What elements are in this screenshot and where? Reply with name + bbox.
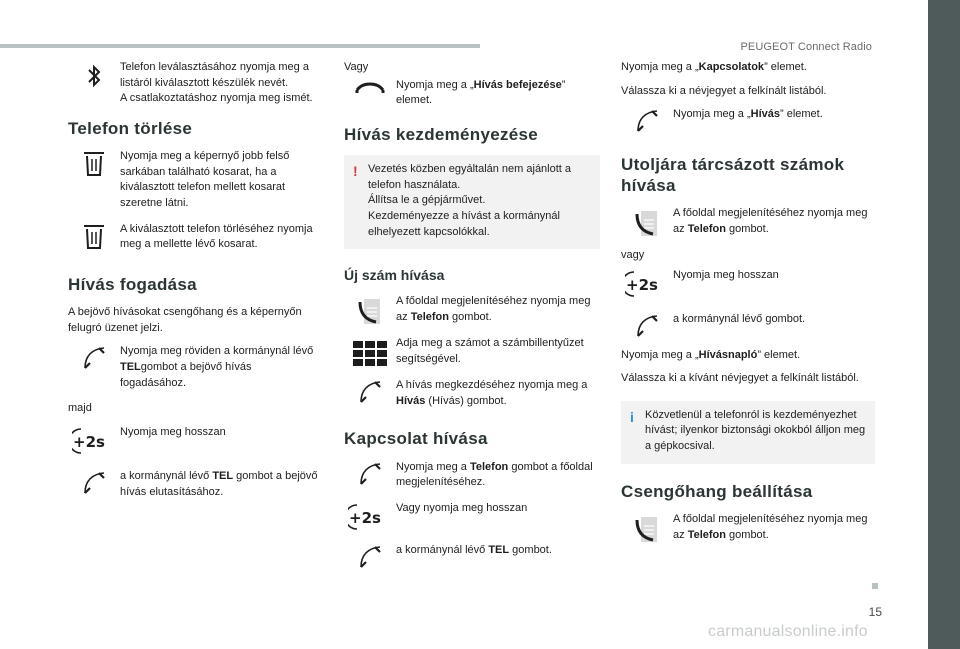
handset-icon xyxy=(344,543,396,569)
receive-intro: A bejövő hívásokat csengőhang és a képernyőn felugró üzenet jelzi. xyxy=(68,306,302,334)
section-title-ringtone: Csengőhang beállítása xyxy=(621,481,813,501)
list-item xyxy=(621,268,875,298)
delete-item-2: A kiválasztott telefon törléséhez nyomja meg a mellette lévő kosarat. xyxy=(120,222,313,251)
list-item: A főoldal megjelenítéséhez nyomja meg az Telefon gombot. xyxy=(621,206,875,238)
column-1 xyxy=(68,60,318,510)
phone-screen-icon xyxy=(621,512,673,544)
wheel-button-text: a kormánynál lévő gombot. xyxy=(673,312,806,325)
list-item xyxy=(68,425,318,455)
list-item: Nyomja meg a „Hívás befejezése” elemet. xyxy=(344,78,600,109)
new-item-2: Adja meg a számot a számbillentyűzet segítségével. xyxy=(396,337,584,365)
then-label: majd xyxy=(68,402,92,415)
handset-icon xyxy=(68,469,120,495)
continue-marker xyxy=(872,583,878,589)
phone-screen-icon xyxy=(621,206,673,238)
section-title-new-number: Új szám hívása xyxy=(344,267,445,284)
list-item: a kormánynál lévő TEL gombot a bejövő hívás elutasításához. xyxy=(68,469,318,500)
svg-text:+2s: +2s xyxy=(73,432,105,451)
svg-text:+2s: +2s xyxy=(349,508,381,527)
hold-2s-icon xyxy=(344,501,396,531)
hold-2s-icon xyxy=(621,268,673,298)
hold-2s-icon xyxy=(68,425,120,455)
select-contact: Válassza ki a névjegyet a felkínált listából. xyxy=(621,84,827,97)
page-number: 15 xyxy=(868,605,882,619)
section-title-contact: Kapcsolat hívása xyxy=(344,429,488,449)
list-item: Nyomja meg a „Hívás” elemet. xyxy=(621,107,875,133)
hold-text: Nyomja meg hosszan xyxy=(120,425,226,438)
list-item xyxy=(344,336,600,368)
list-item: Nyomja meg a Telefon gombot a főoldal megjelenítéséhez. xyxy=(344,460,600,491)
trash-icon xyxy=(68,149,120,177)
handset-icon xyxy=(621,107,673,133)
hold-text: Nyomja meg hosszan xyxy=(673,268,779,281)
section-title-last-called: Utoljára tárcsázott számok hívása xyxy=(621,155,845,195)
delete-item-1: Nyomja meg a képernyő jobb felső sarkában található kosarat, ha a kiválasztott telefon mellett kosarat szeretne látni. xyxy=(120,150,290,210)
or-label: vagy xyxy=(621,249,645,261)
bluetooth-icon xyxy=(68,60,120,90)
list-item xyxy=(344,501,600,531)
contact-item-2: Vagy nyomja meg hosszan xyxy=(396,501,528,514)
header-bar xyxy=(0,44,480,48)
svg-text:+2s: +2s xyxy=(626,275,658,294)
hang-up-icon xyxy=(344,78,396,94)
column-3: Nyomja meg a „Kapcsolatok” elemet. Válassza ki a névjegyet a felkínált listából. Nyomja meg a „Hívás” elemet. Utoljára tárcsázott számok hívása A főoldal megjelenítéséhez nyomja meg az Telefon gombot. vagy +2s Nyomja meg hosszan a kormánynál lévő gombot. Nyomja meg a „Hívásnapló” elemet. Válassza ki a kívánt névjegyet a felkínált listából. i Közvetlenül a telefonról is kezdeményezhet hívást; ilyenkor biztonsági okokból álljon meg a gépkocsival. Csengőhang beállítása A főoldal megjelenítéséhez nyomja meg az Telefon gombot. xyxy=(621,60,875,554)
handset-icon xyxy=(344,460,396,486)
or-label: Vagy xyxy=(344,61,369,73)
list-item: A főoldal megjelenítéséhez nyomja meg az Telefon gombot. xyxy=(344,294,600,326)
handset-icon xyxy=(344,378,396,404)
keypad-icon xyxy=(344,336,396,368)
handset-icon xyxy=(621,312,673,338)
watermark: carmanualsonline.info xyxy=(708,623,868,640)
disconnect-text: Telefon leválasztásához nyomja meg a listáról kiválasztott készülék nevét. xyxy=(120,61,309,89)
side-strip xyxy=(928,0,960,649)
list-item xyxy=(621,312,875,338)
list-item xyxy=(68,149,318,211)
list-item: Nyomja meg röviden a kormánynál lévő TELgombot a bejövő hívás fogadásához. xyxy=(68,344,318,391)
list-item: A hívás megkezdéséhez nyomja meg a Hívás (Hívás) gombot. xyxy=(344,378,600,409)
section-title-delete: Telefon törlése xyxy=(68,118,193,138)
section-title-make: Hívás kezdeményezése xyxy=(344,124,539,144)
warning-note: ! Vezetés közben egyáltalán nem ajánlott a telefon használata. Állítsa le a gépjárművet. Kezdeményezze a hívást a kormánynál elhelyezett kapcsolókkal. xyxy=(344,155,600,249)
handset-icon xyxy=(68,344,120,370)
select-wanted: Válassza ki a kívánt névjegyet a felkínált listából. xyxy=(621,372,859,385)
trash-icon xyxy=(68,222,120,250)
brand-label: PEUGEOT Connect Radio xyxy=(740,41,872,53)
warning-icon: ! xyxy=(353,163,358,180)
column-2 xyxy=(344,60,600,579)
list-item: a kormánynál lévő TEL gombot. xyxy=(344,543,600,569)
disconnect-text-2: A csatlakoztatáshoz nyomja meg ismét. xyxy=(120,92,313,105)
phone-screen-icon xyxy=(344,294,396,326)
list-item xyxy=(68,60,318,107)
info-icon: i xyxy=(630,408,634,425)
list-item: A főoldal megjelenítéséhez nyomja meg az Telefon gombot. xyxy=(621,512,875,544)
section-title-receive: Hívás fogadása xyxy=(68,274,197,294)
info-note: i Közvetlenül a telefonról is kezdeményezhet hívást; ilyenkor biztonsági okokból álljon meg a gépkocsival. xyxy=(621,401,875,464)
list-item xyxy=(68,222,318,253)
